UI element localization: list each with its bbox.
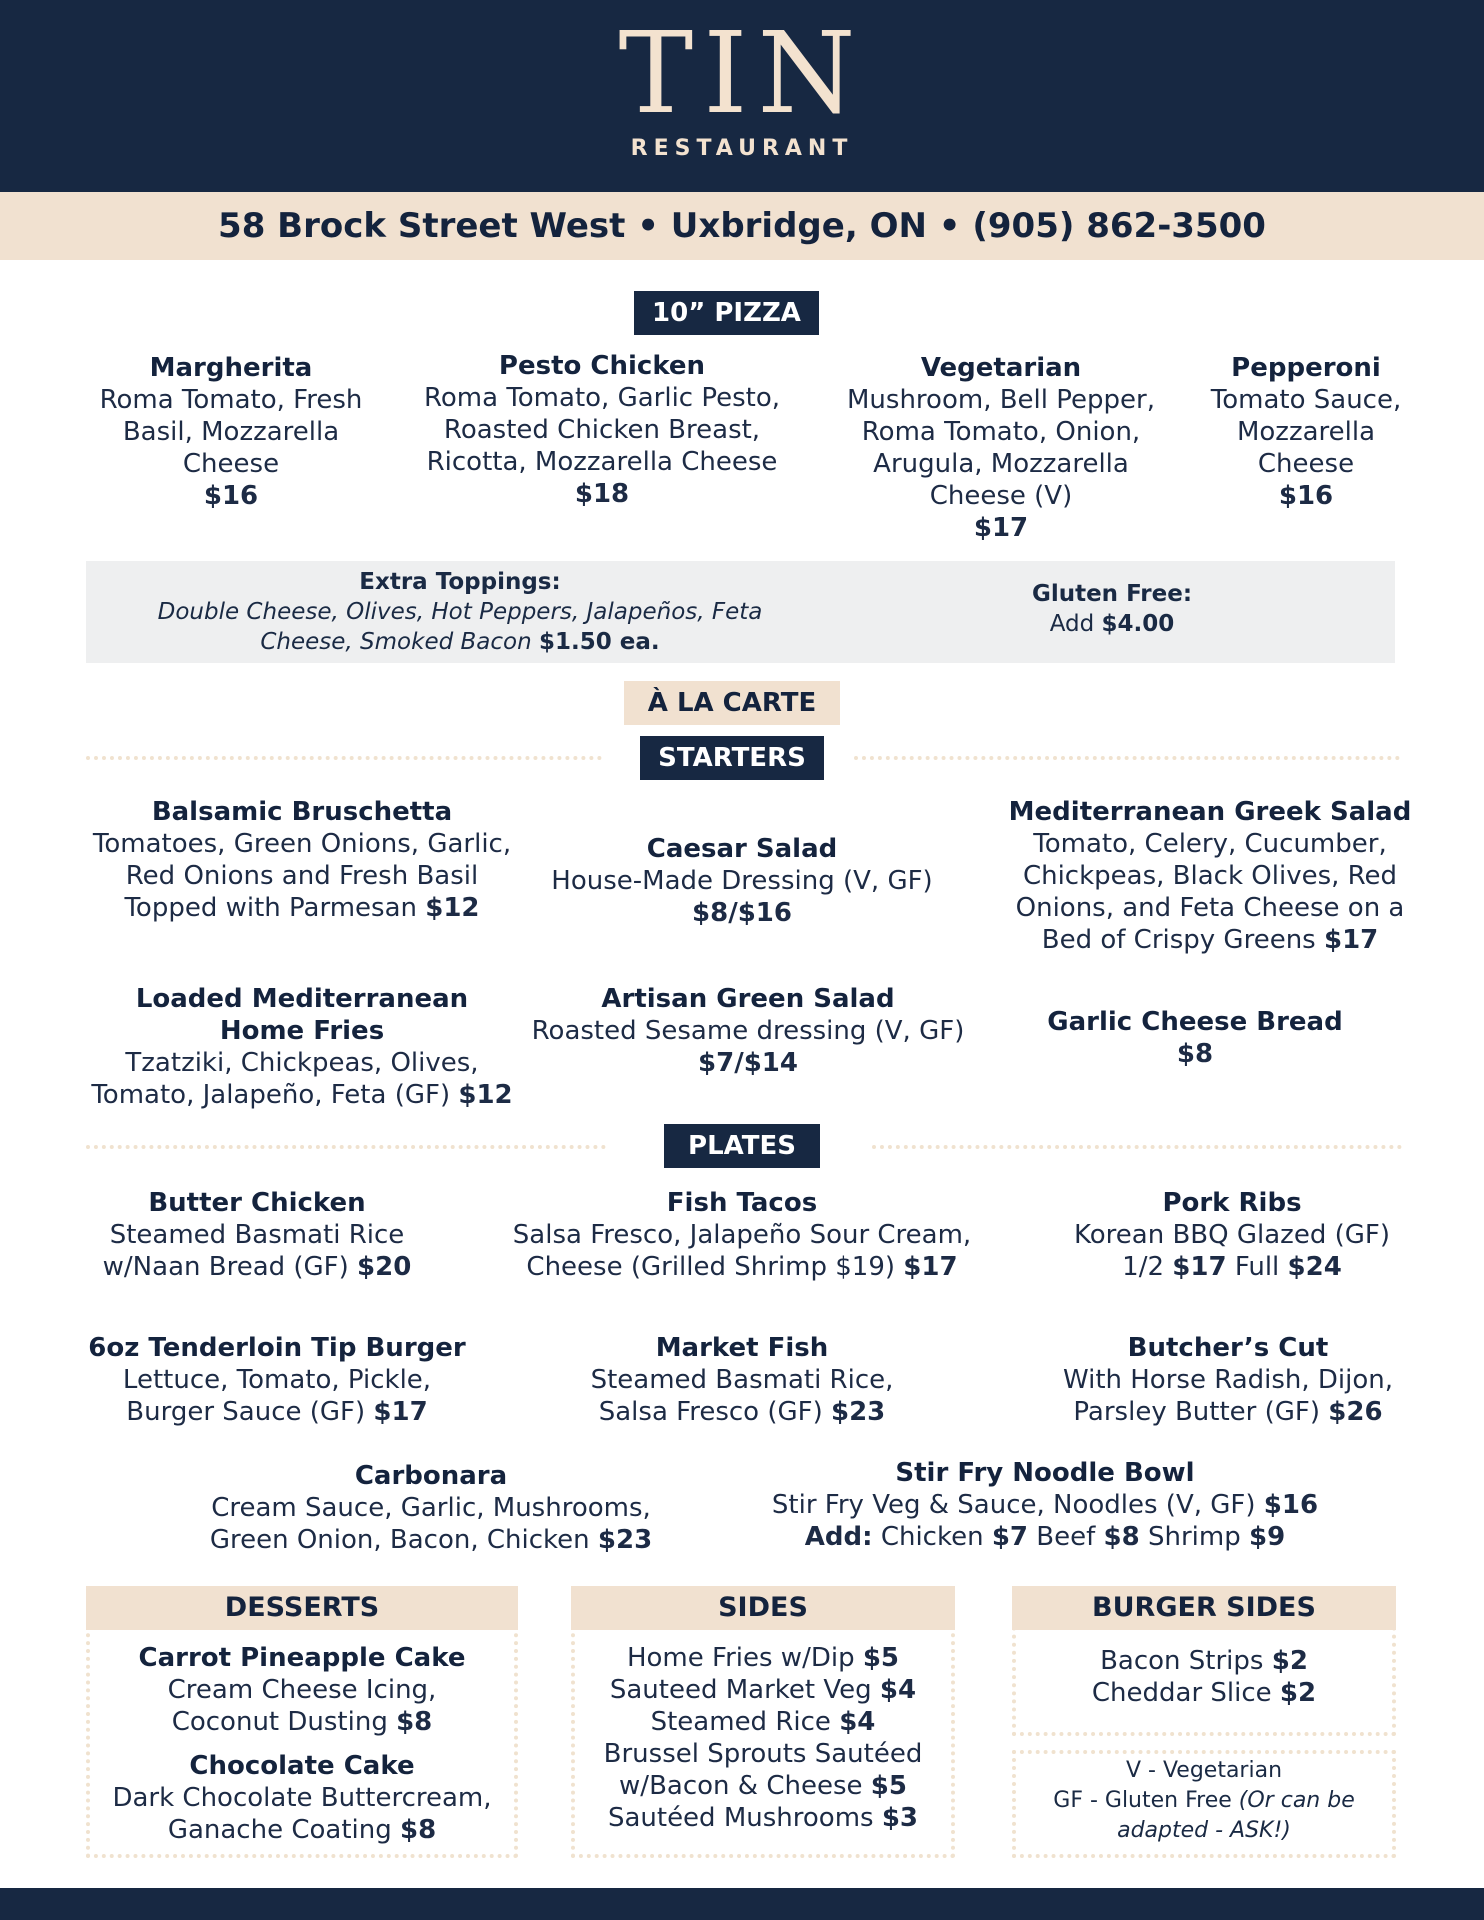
sides-list	[581, 1642, 945, 1834]
extra-toppings-title: Extra Toppings:	[359, 569, 561, 595]
add-beef: Beef	[1036, 1522, 1096, 1552]
add-chicken-price: $7	[991, 1522, 1029, 1552]
side-item: Brussel Sprouts Sautéed w/Bacon & Cheese $5	[603, 1739, 923, 1801]
pizza-item	[88, 352, 374, 512]
add-shrimp-price: $9	[1249, 1522, 1286, 1552]
burger-sides-heading: BURGER SIDES	[1012, 1586, 1396, 1630]
gluten-free	[980, 579, 1244, 639]
legend	[1026, 1756, 1382, 1846]
item-price: $8/$16	[692, 898, 792, 928]
item-name: Caesar Salad	[646, 834, 838, 864]
plate-item	[1046, 1332, 1410, 1428]
item-price: $8	[1176, 1039, 1214, 1069]
item-price: $26	[1328, 1397, 1383, 1427]
item-desc: Stir Fry Veg & Sauce, Noodles (V, GF)	[771, 1490, 1256, 1520]
pizza-item	[1196, 352, 1416, 512]
add-beef-price: $8	[1103, 1522, 1140, 1552]
footer-bar	[0, 1888, 1484, 1920]
item-desc: Roma Tomato, Garlic Pesto, Roasted Chicken Breast, Ricotta, Mozzarella Cheese	[423, 383, 781, 477]
plate-item	[566, 1332, 918, 1428]
extra-toppings	[140, 567, 780, 657]
item-desc: Mushroom, Bell Pepper, Roma Tomato, Onion, Arugula, Mozzarella Cheese (V)	[847, 385, 1155, 511]
legend-gluten-free-note: (Or can be adapted - ASK!)	[1117, 1788, 1355, 1843]
item-name: Carbonara	[354, 1461, 508, 1491]
half-price: $17	[1172, 1252, 1227, 1282]
extra-toppings-desc: Double Cheese, Olives, Hot Peppers, Jalapeños, Feta Cheese, Smoked Bacon	[157, 599, 763, 655]
dessert-item	[96, 1642, 508, 1738]
item-name: Butter Chicken	[148, 1188, 366, 1218]
item-price: $7/$14	[698, 1048, 798, 1078]
divider	[872, 1145, 1402, 1149]
item-name: Loaded Mediterranean Home Fries	[135, 984, 469, 1046]
item-desc: Roma Tomato, Fresh Basil, Mozzarella Cheese	[99, 385, 363, 479]
half-label: 1/2	[1122, 1252, 1164, 1282]
item-name: Butcher’s Cut	[1127, 1333, 1329, 1363]
desserts-heading: DESSERTS	[86, 1586, 518, 1630]
pizza-item	[412, 350, 792, 510]
alacarte-heading: À LA CARTE	[624, 681, 840, 725]
item-price: $16	[1278, 481, 1334, 511]
burger-side-item: Bacon Strips $2	[1100, 1646, 1308, 1676]
item-desc: Lettuce, Tomato, Pickle, Burger Sauce (GF)	[122, 1365, 432, 1427]
side-item: Home Fries w/Dip $5	[626, 1643, 900, 1673]
full-label: Full	[1234, 1252, 1280, 1282]
side-item: Steamed Rice $4	[650, 1707, 876, 1737]
plate-item	[196, 1460, 666, 1556]
item-desc: Steamed Basmati Rice w/Naan Bread (GF)	[102, 1220, 405, 1282]
pizza-heading: 10” PIZZA	[634, 291, 819, 335]
item-price: $17	[373, 1397, 428, 1427]
starter-item	[82, 796, 522, 924]
item-name: Carrot Pineapple Cake	[138, 1643, 466, 1673]
item-name: Vegetarian	[920, 353, 1082, 383]
burger-sides-list	[1022, 1645, 1386, 1709]
starter-item	[1000, 796, 1420, 956]
plate-item	[500, 1187, 984, 1283]
add-label: Add:	[804, 1522, 873, 1552]
logo: TIN	[618, 9, 866, 139]
item-desc: Roasted Sesame dressing (V, GF)	[531, 1016, 965, 1046]
item-name: Chocolate Cake	[189, 1751, 415, 1781]
item-price: $8	[396, 1707, 433, 1737]
divider	[86, 1145, 606, 1149]
item-name: Pesto Chicken	[498, 351, 706, 381]
sides-heading: SIDES	[571, 1586, 955, 1630]
item-price: $23	[830, 1397, 886, 1427]
plate-item	[760, 1457, 1330, 1553]
item-desc: Korean BBQ Glazed (GF)	[1074, 1220, 1390, 1250]
item-desc: With Horse Radish, Dijon, Parsley Butter (GF)	[1062, 1365, 1394, 1427]
legend-gluten-free: GF - Gluten Free	[1053, 1788, 1232, 1813]
legend-vegetarian: V - Vegetarian	[1125, 1758, 1283, 1783]
plate-item	[82, 1187, 432, 1283]
pizza-item	[835, 352, 1167, 544]
item-price: $17	[1323, 925, 1379, 955]
side-item: Sauteed Market Veg $4	[609, 1675, 917, 1705]
item-desc: Tomatoes, Green Onions, Garlic, Red Onions and Fresh Basil Topped with Parmesan	[92, 829, 512, 923]
add-chicken: Chicken	[880, 1522, 984, 1552]
item-name: Market Fish	[655, 1333, 829, 1363]
item-desc: Tomato Sauce, Mozzarella Cheese	[1210, 385, 1402, 479]
item-price: $17	[903, 1252, 958, 1282]
item-name: Mediterranean Greek Salad	[1008, 797, 1412, 827]
plate-item	[1052, 1187, 1412, 1283]
dessert-item	[96, 1750, 508, 1846]
logo-subtitle: RESTAURANT	[630, 136, 854, 161]
item-name: Pepperoni	[1231, 353, 1381, 383]
gluten-free-price: $4.00	[1101, 611, 1175, 637]
item-desc: Tomato, Celery, Cucumber, Chickpeas, Black Olives, Red Onions, and Feta Cheese on a Bed of Crispy Greens	[1015, 829, 1405, 955]
item-price: $16	[1263, 1490, 1319, 1520]
item-name: Stir Fry Noodle Bowl	[895, 1458, 1195, 1488]
item-price: $20	[357, 1252, 412, 1282]
gluten-free-title: Gluten Free:	[1031, 581, 1193, 607]
item-name: Garlic Cheese Bread	[1047, 1007, 1343, 1037]
full-price: $24	[1287, 1252, 1342, 1282]
starters-heading: STARTERS	[640, 736, 824, 780]
side-item: Sautéed Mushrooms $3	[607, 1803, 919, 1833]
starter-item	[540, 833, 944, 929]
item-name: 6oz Tenderloin Tip Burger	[88, 1333, 466, 1363]
add-shrimp: Shrimp	[1148, 1522, 1241, 1552]
item-desc: House-Made Dressing (V, GF)	[551, 866, 933, 896]
gluten-free-add: Add	[1049, 611, 1095, 637]
address: 58 Brock Street West • Uxbridge, ON • (905) 862-3500	[218, 206, 1266, 246]
item-desc: Cream Cheese Icing, Coconut Dusting	[167, 1675, 437, 1737]
item-price: $12	[425, 893, 480, 923]
item-name: Balsamic Bruschetta	[151, 797, 453, 827]
item-price: $18	[574, 479, 630, 509]
item-desc: Dark Chocolate Buttercream, Ganache Coating	[112, 1783, 492, 1845]
item-desc: Tzatziki, Chickpeas, Olives, Tomato, Jalapeño, Feta (GF)	[91, 1048, 479, 1110]
plates-heading: PLATES	[664, 1124, 820, 1168]
starter-item	[86, 983, 518, 1111]
burger-side-item: Cheddar Slice $2	[1091, 1678, 1317, 1708]
starter-item	[1010, 1006, 1380, 1070]
divider	[854, 756, 1400, 760]
starter-item	[524, 983, 972, 1079]
extra-toppings-price: $1.50 ea.	[539, 629, 660, 655]
item-desc: Steamed Basmati Rice, Salsa Fresco (GF)	[590, 1365, 894, 1427]
item-name: Artisan Green Salad	[601, 984, 895, 1014]
item-name: Fish Tacos	[666, 1188, 818, 1218]
item-desc: Salsa Fresco, Jalapeño Sour Cream, Cheese (Grilled Shrimp $19)	[512, 1220, 972, 1282]
item-price: $12	[458, 1080, 513, 1110]
item-name: Pork Ribs	[1162, 1188, 1302, 1218]
item-price: $16	[203, 481, 259, 511]
item-desc: Cream Sauce, Garlic, Mushrooms, Green Onion, Bacon, Chicken	[209, 1493, 651, 1555]
item-price: $17	[973, 513, 1029, 543]
item-name: Margherita	[149, 353, 313, 383]
plate-item	[82, 1332, 472, 1428]
divider	[86, 756, 602, 760]
item-price: $23	[597, 1525, 653, 1555]
item-price: $8	[400, 1815, 437, 1845]
